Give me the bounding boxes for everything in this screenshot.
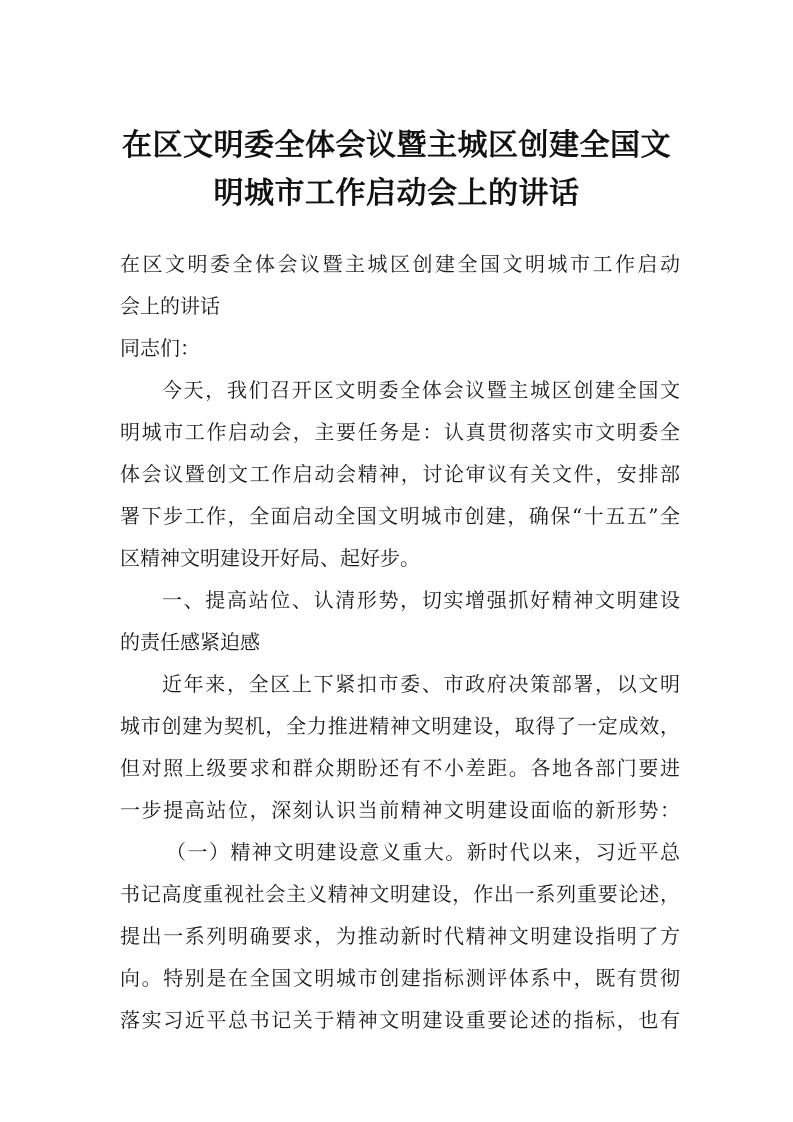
paragraph-line: 但对照上级要求和群众期盼还有不小差距。各地各部门要进 [120, 756, 680, 780]
subtitle-line-2: 会上的讲话 [120, 294, 220, 318]
document-title-line-2: 明城市工作启动会上的讲话 [213, 176, 580, 211]
paragraph-line: 向。特别是在全国文明城市创建指标测评体系中，既有贯彻 [120, 966, 680, 990]
salutation: 同志们： [120, 336, 200, 360]
paragraph-line: 明城市工作启动会，主要任务是：认真贯彻落实市文明委全 [120, 420, 680, 444]
paragraph-line: 城市创建为契机，全力推进精神文明建设，取得了一定成效， [120, 714, 680, 738]
document-title-line-1: 在区文明委全体会议暨主城区创建全国文 [122, 128, 671, 163]
paragraph-line: 体会议暨创文工作启动会精神，讨论审议有关文件，安排部 [120, 462, 680, 486]
subtitle-line-1: 在区文明委全体会议暨主城区创建全国文明城市工作启动 [120, 252, 680, 276]
paragraph-line: 提出一系列明确要求，为推动新时代精神文明建设指明了方 [120, 924, 680, 948]
paragraph-line: 落实习近平总书记关于精神文明建设重要论述的指标，也有 [120, 1008, 680, 1032]
subsection-line: （一）精神文明建设意义重大。新时代以来，习近平总 [166, 840, 680, 864]
section-heading-line: 的责任感紧迫感 [120, 630, 260, 654]
paragraph-line: 书记高度重视社会主义精神文明建设，作出一系列重要论述， [120, 882, 680, 906]
paragraph-line: 署下步工作，全面启动全国文明城市创建，确保“十五五”全 [120, 504, 680, 528]
section-heading-line: 一、提高站位、认清形势，切实增强抓好精神文明建设 [162, 588, 680, 612]
paragraph-line: 近年来，全区上下紧扣市委、市政府决策部署，以文明 [162, 672, 680, 696]
paragraph-line: 区精神文明建设开好局、起好步。 [120, 546, 420, 570]
paragraph-line: 今天，我们召开区文明委全体会议暨主城区创建全国文 [162, 378, 680, 402]
paragraph-line: 一步提高站位，深刻认识当前精神文明建设面临的新形势： [120, 798, 680, 822]
document-body [120, 243, 680, 1041]
